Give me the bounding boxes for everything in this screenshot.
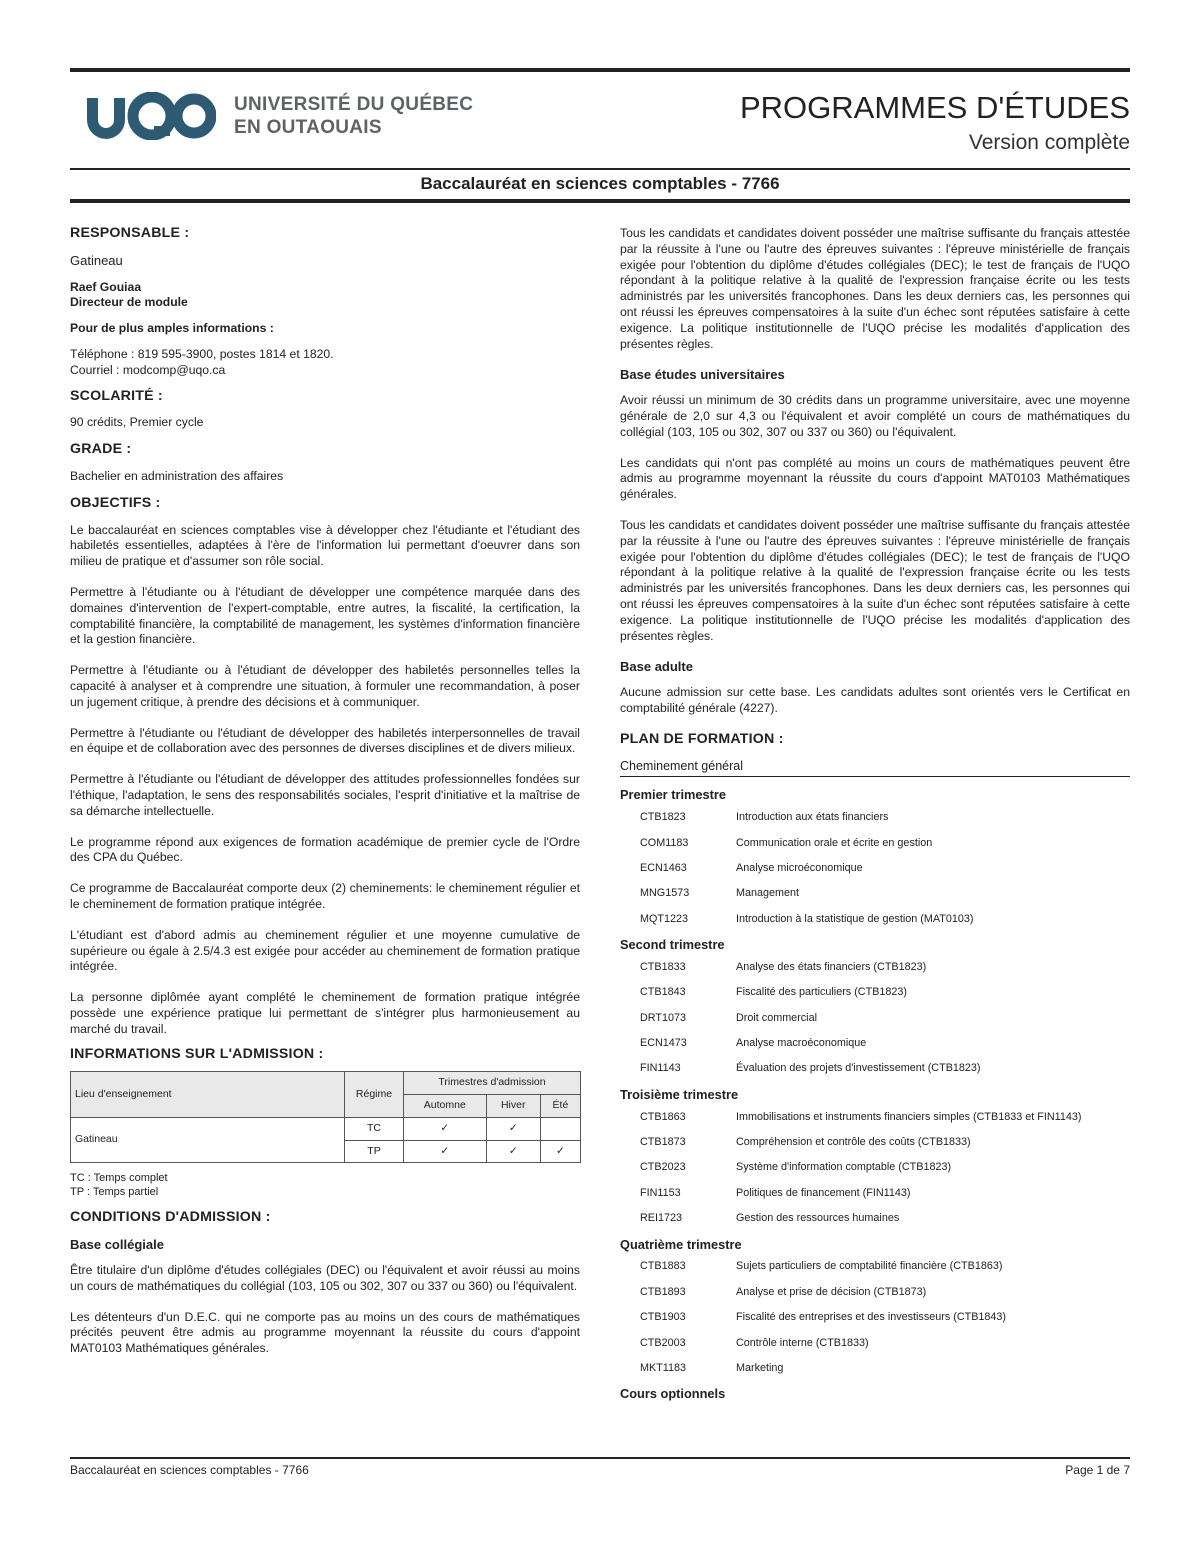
objectif-paragraph: Le programme répond aux exigences de formation académique de premier cycle de l'Ordre des CPA du Québec. xyxy=(70,834,580,865)
cell-regime-tc: TC xyxy=(345,1117,404,1140)
course-row xyxy=(620,912,1130,937)
plan-heading: PLAN DE FORMATION : xyxy=(620,730,784,747)
email[interactable]: Courriel : modcomp@uqo.ca xyxy=(70,362,226,377)
cell-regime-tp: TP xyxy=(345,1140,404,1163)
admission-table xyxy=(70,1071,581,1163)
scolarite-text: 90 crédits, Premier cycle xyxy=(70,415,204,430)
course-row xyxy=(620,1135,1130,1160)
base-collegiale-heading: Base collégiale xyxy=(70,1237,164,1253)
course-code: REI1723 xyxy=(640,1212,683,1225)
objectif-paragraph: L'étudiant est d'abord admis au cheminement régulier et une moyenne cumulative de supérieure ou égale à 2.5/4.3 est exigée pour accéder au cheminement de formation pratique intégrée. xyxy=(70,927,580,974)
term-heading: Troisième trimestre xyxy=(620,1086,739,1102)
course-title: Marketing xyxy=(736,1361,784,1374)
cheminement-heading: Cheminement général xyxy=(620,759,1130,778)
cell-lieu: Gatineau xyxy=(71,1117,345,1163)
course-row xyxy=(620,1211,1130,1236)
course-title: Analyse microéconomique xyxy=(736,861,863,874)
cell-check: ✓ xyxy=(404,1117,487,1140)
course-code: FIN1153 xyxy=(640,1186,681,1199)
course-row xyxy=(620,1011,1130,1036)
course-row xyxy=(620,861,1130,886)
course-title: Politiques de financement (FIN1143) xyxy=(736,1186,911,1199)
base-collegiale-paragraph: Les détenteurs d'un D.E.C. qui ne comporte pas au moins un des cours de mathématiques précités peuvent être admis au programme moyennant la réussite du cours d'appoint MAT0103 Mathématiques générales. xyxy=(70,1309,580,1356)
objectif-paragraph: Ce programme de Baccalauréat comporte deux (2) cheminements: le cheminement régulier et le cheminement de formation pratique intégrée. xyxy=(70,881,580,911)
term-heading: Second trimestre xyxy=(620,937,725,953)
base-universitaire-paragraph: Avoir réussi un minimum de 30 crédits dans un programme universitaire, avec une moyenne générale de 2,0 sur 4,3 ou l'équivalent et avoir complété un cours de mathématiques du collégial (103, 105 ou 302, 307 ou 337 ou 360) ou l'équivalent. xyxy=(620,393,1130,439)
course-row xyxy=(620,1160,1130,1185)
campus: Gatineau xyxy=(70,252,123,268)
base-universitaire-paragraph: Les candidats qui n'ont pas complété au moins un cours de mathématiques peuvent être admis au programme moyennant la réussite du cours d'appoint MAT0103 Mathématiques générales. xyxy=(620,455,1130,502)
course-row xyxy=(620,1361,1130,1386)
course-title: Introduction aux états financiers xyxy=(736,811,889,824)
course-title: Fiscalité des particuliers (CTB1823) xyxy=(736,986,908,999)
course-code: CTB1843 xyxy=(640,986,686,999)
course-title: Compréhension et contrôle des coûts (CTB1833) xyxy=(736,1136,971,1148)
course-row xyxy=(620,1310,1130,1335)
objectif-paragraph: Permettre à l'étudiante ou l'étudiant de développer des attitudes professionnelles fondées sur l'éthique, l'adaptation, le sens des responsabilités sociales, l'esprit d'initiative et la maîtrise de sa démarche intellectuelle. xyxy=(70,772,580,818)
course-title: Système d'information comptable (CTB1823) xyxy=(736,1161,952,1174)
course-title: Communication orale et écrite en gestion xyxy=(736,836,933,849)
logo-line-1: UNIVERSITÉ DU QUÉBEC xyxy=(234,94,474,115)
phone: Téléphone : 819 595-3900, postes 1814 et 1820. xyxy=(70,346,334,361)
course-row xyxy=(620,886,1130,911)
uqo-logo xyxy=(84,92,473,140)
course-title: Management xyxy=(736,887,800,900)
course-title: Analyse et prise de décision (CTB1873) xyxy=(736,1285,927,1298)
course-row xyxy=(620,1285,1130,1310)
term-heading: Quatrième trimestre xyxy=(620,1236,742,1252)
course-code: CTB2023 xyxy=(640,1161,686,1174)
col-trimestres: Trimestres d'admission xyxy=(404,1072,581,1095)
page-number: Page 1 de 7 xyxy=(1065,1463,1130,1477)
base-adulte-heading: Base adulte xyxy=(620,659,693,675)
logo-line-2: EN OUTAOUAIS xyxy=(234,117,382,138)
course-code: CTB1873 xyxy=(640,1136,686,1148)
course-title: Analyse des états financiers (CTB1823) xyxy=(736,960,927,973)
optional-courses-heading: Cours optionnels xyxy=(620,1386,726,1402)
base-collegiale-paragraph: Être titulaire d'un diplôme d'études collégiales (DEC) ou l'équivalent et avoir réussi au moins un cours de mathématiques du collégial (103, 105 ou 302, 307 ou 337 ou 360) ou l'équivalent. xyxy=(70,1263,580,1293)
page-subtitle: Version complète xyxy=(968,131,1130,154)
course-row xyxy=(620,1110,1130,1135)
course-title: Fiscalité des entreprises et des investisseurs (CTB1843) xyxy=(736,1311,1007,1324)
course-title: Sujets particuliers de comptabilité financière (CTB1863) xyxy=(736,1260,1003,1273)
course-code: COM1183 xyxy=(640,836,689,849)
course-code: CTB1903 xyxy=(640,1311,686,1324)
cell-check: ✓ xyxy=(540,1140,580,1163)
responsable-role: Directeur de module xyxy=(70,295,188,310)
header-rule xyxy=(70,168,1130,170)
course-code: CTB1823 xyxy=(640,811,686,824)
course-code: CTB2003 xyxy=(640,1336,686,1349)
course-code: CTB1883 xyxy=(640,1260,686,1273)
col-ete: Été xyxy=(540,1095,580,1118)
course-code: FIN1143 xyxy=(640,1062,681,1075)
objectif-paragraph: Permettre à l'étudiante ou l'étudiant de développer des habiletés interpersonnelles de travail en équipe et de collaboration avec des personnes de diverses disciplines et de divers milieux. xyxy=(70,725,580,756)
scolarite-heading: SCOLARITÉ : xyxy=(70,387,163,404)
logo-wordmark xyxy=(234,93,473,139)
program-rule xyxy=(70,199,1130,203)
footer-rule xyxy=(70,1457,1130,1459)
objectifs-heading: OBJECTIFS : xyxy=(70,494,161,511)
course-code: MNG1573 xyxy=(640,887,690,900)
cell-check xyxy=(540,1117,580,1140)
course-row xyxy=(620,1336,1130,1361)
course-title: Introduction à la statistique de gestion (MAT0103) xyxy=(736,912,974,925)
course-row xyxy=(620,810,1130,835)
course-row xyxy=(620,1036,1130,1061)
term-heading: Premier trimestre xyxy=(620,787,726,803)
top-rule xyxy=(70,68,1130,72)
objectif-paragraph: Le baccalauréat en sciences comptables vise à développer chez l'étudiante et l'étudiant des habiletés essentielles, adaptées à l'ère de l'information lui permettant d'oeuvrer dans son milieu de pratique et d'assumer son rôle social. xyxy=(70,522,580,569)
base-universitaire-heading: Base études universitaires xyxy=(620,367,785,383)
col-lieu: Lieu d'enseignement xyxy=(71,1072,345,1118)
terms-list xyxy=(620,787,1130,1386)
course-title: Contrôle interne (CTB1833) xyxy=(736,1336,869,1349)
course-title: Immobilisations et instruments financiers simples (CTB1833 et FIN1143) xyxy=(736,1110,1082,1123)
cell-check: ✓ xyxy=(486,1117,540,1140)
uqo-logo-mark xyxy=(84,92,216,140)
program-title: Baccalauréat en sciences comptables - 7766 xyxy=(420,174,780,193)
course-title: Gestion des ressources humaines xyxy=(736,1212,900,1225)
cell-check: ✓ xyxy=(486,1140,540,1163)
course-title: Analyse macroéconomique xyxy=(736,1037,867,1050)
course-code: CTB1893 xyxy=(640,1285,686,1298)
course-code: MKT1183 xyxy=(640,1361,687,1374)
right-column xyxy=(620,226,1130,1409)
course-row xyxy=(620,836,1130,861)
col-hiver: Hiver xyxy=(486,1095,540,1118)
left-column xyxy=(70,226,580,1372)
info-heading: Pour de plus amples informations : xyxy=(70,321,274,336)
objectif-paragraph: Permettre à l'étudiante ou à l'étudiant de développer des habiletés personnelles telles la capacité à analyser et à comprendre une situation, à formuler une recommandation, à poser un jugement critique, à prendre des décisions et à communiquer. xyxy=(70,663,580,709)
course-code: DRT1073 xyxy=(640,1011,687,1024)
course-row xyxy=(620,1259,1130,1284)
course-title: Droit commercial xyxy=(736,1011,817,1024)
course-row xyxy=(620,1186,1130,1211)
objectif-paragraph: Permettre à l'étudiante ou à l'étudiant de développer une compétence marquée dans des domaines d'intervention de l'expert-comptable, entre autres, la fiscalité, la certification, la comptabilité financière, la comptabilité de management, les systèmes d'information financière et la gestion financière. xyxy=(70,584,580,647)
course-row xyxy=(620,1061,1130,1086)
course-title: Évaluation des projets d'investissement (CTB1823) xyxy=(736,1062,981,1075)
course-row xyxy=(620,960,1130,985)
grade-text: Bachelier en administration des affaires xyxy=(70,468,284,483)
note-tc: TC : Temps complet xyxy=(70,1172,168,1185)
responsable-name: Raef Gouiaa xyxy=(70,279,142,294)
col-automne: Automne xyxy=(404,1095,487,1118)
cell-check: ✓ xyxy=(404,1140,487,1163)
footer-program: Baccalauréat en sciences comptables - 7766 xyxy=(70,1463,309,1477)
responsable-heading: RESPONSABLE : xyxy=(70,225,190,241)
french-requirement: Tous les candidats et candidates doivent posséder une maîtrise suffisante du français attestée par la réussite à l'une ou l'autre des épreuves suivantes : l'épreuve ministérielle de français exigée pour l'obtention du diplôme d'études collégiales (DEC); le test de français de l'UQO répondant à la politique relative à la qualité de l'expression française écrite ou les tests administrés par les universités francophones. Dans les deux derniers cas, les personnes qui ont réussi les épreuves compensatoires à la suite d'un échec sont réputées satisfaire à cette exigence. La politique institutionnelle de l'UQO précise les modalités d'application des présentes règles. xyxy=(620,226,1130,351)
note-tp: TP : Temps partiel xyxy=(70,1186,159,1199)
conditions-heading: CONDITIONS D'ADMISSION : xyxy=(70,1209,271,1226)
base-adulte-paragraph: Aucune admission sur cette base. Les candidats adultes sont orientés vers le Certificat en comptabilité générale (4227). xyxy=(620,685,1130,715)
course-code: ECN1463 xyxy=(640,861,687,874)
col-regime: Régime xyxy=(345,1072,404,1118)
objectif-paragraph: La personne diplômée ayant complété le cheminement de formation pratique intégrée possède une expérience pratique lui permettant de s'intégrer plus harmonieusement au marché du travail. xyxy=(70,990,580,1036)
course-row xyxy=(620,985,1130,1010)
grade-heading: GRADE : xyxy=(70,441,132,458)
course-code: ECN1473 xyxy=(640,1037,687,1050)
course-code: MQT1223 xyxy=(640,912,689,925)
french-requirement: Tous les candidats et candidates doivent posséder une maîtrise suffisante du français attestée par la réussite à l'une ou l'autre des épreuves suivantes : l'épreuve ministérielle de français exigée pour l'obtention du diplôme d'études collégiales (DEC); le test de français de l'UQO répondant à la politique relative à la qualité de l'expression française écrite ou les tests administrés par les universités francophones. Dans les deux derniers cas, les personnes qui ont réussi les épreuves compensatoires à la suite d'un échec sont réputées satisfaire à cette exigence. La politique institutionnelle de l'UQO précise les modalités d'application des présentes règles. xyxy=(620,517,1130,643)
page-title: PROGRAMMES D'ÉTUDES xyxy=(739,90,1130,125)
course-code: CTB1833 xyxy=(640,960,686,973)
course-code: CTB1863 xyxy=(640,1110,686,1123)
admission-heading: INFORMATIONS SUR L'ADMISSION : xyxy=(70,1046,324,1063)
regime-notes xyxy=(70,1171,580,1199)
